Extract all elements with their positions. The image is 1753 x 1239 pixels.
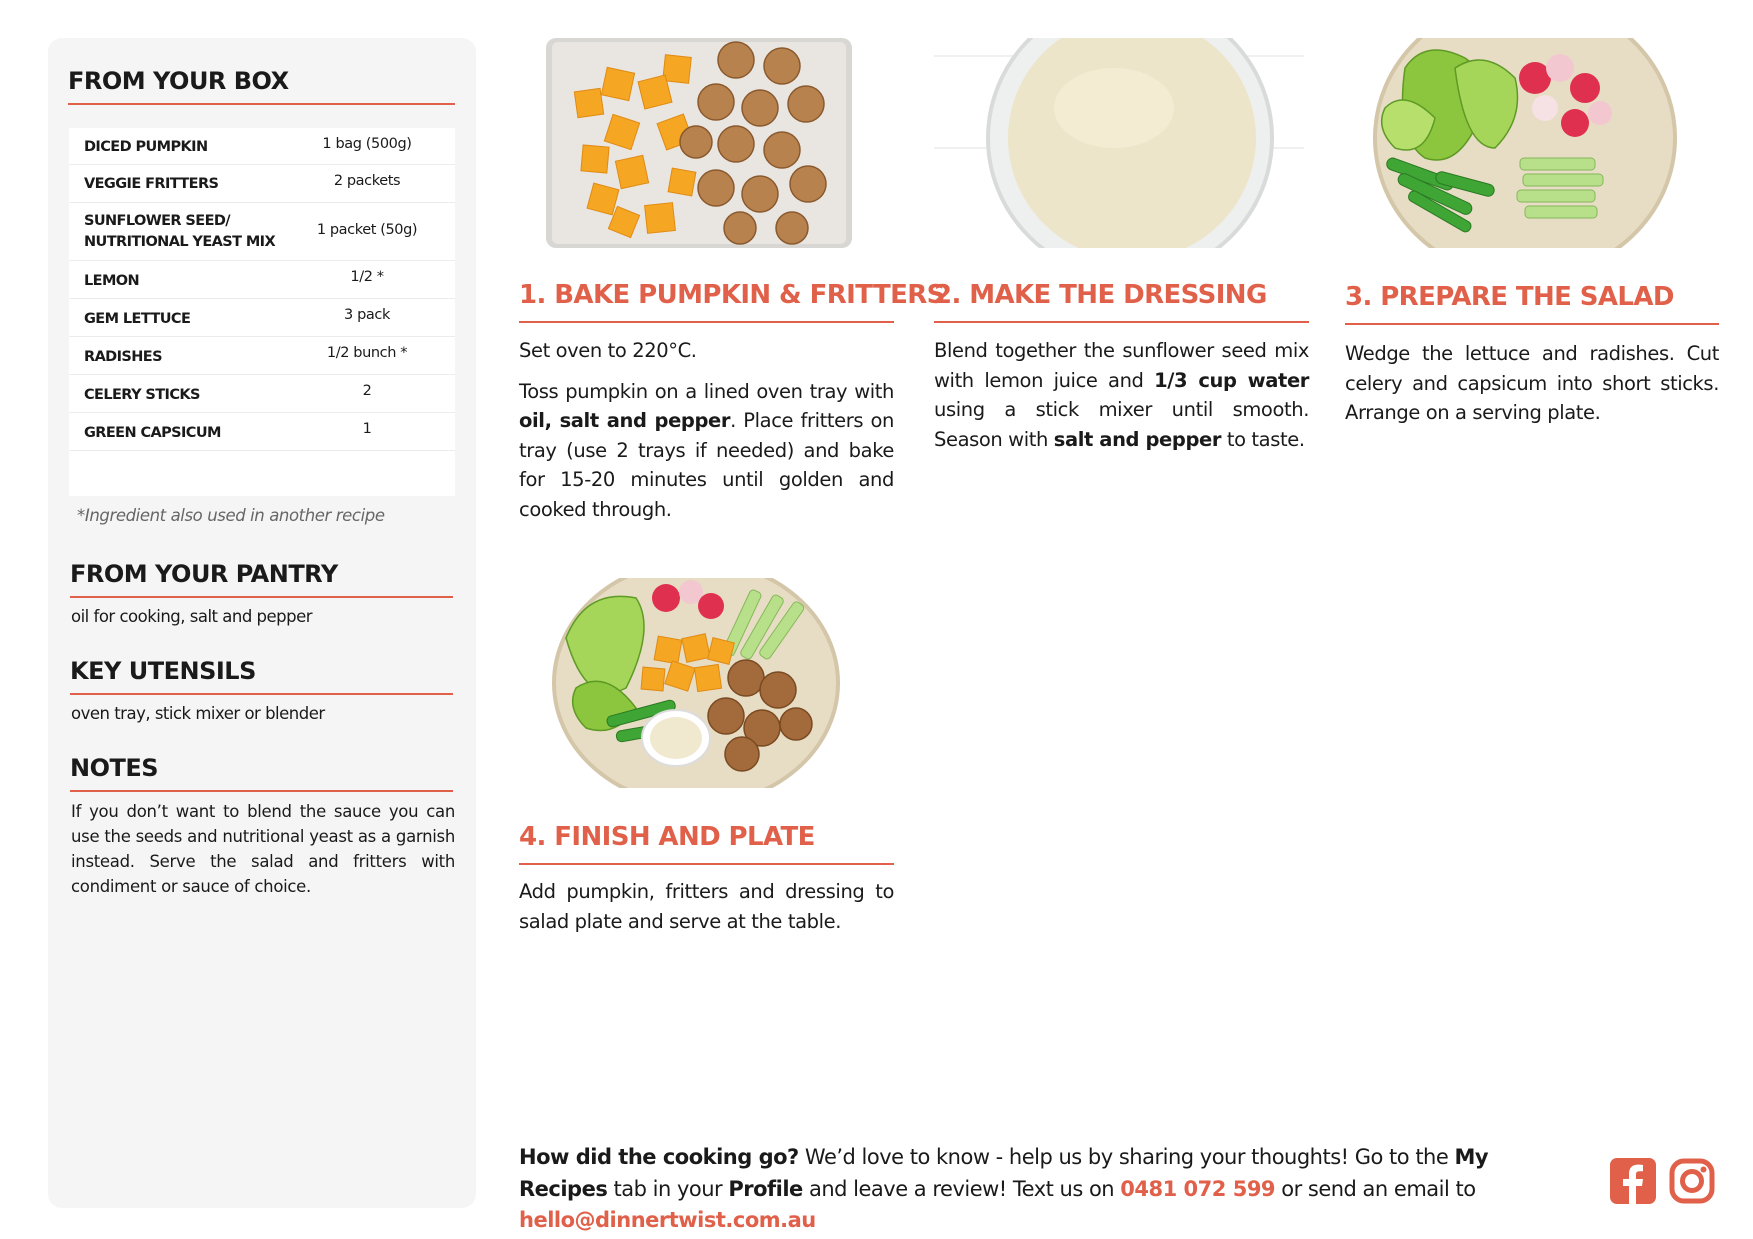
finished-plate-photo: [546, 578, 876, 788]
table-row: [69, 413, 455, 451]
utensils-text: oven tray, stick mixer or blender: [71, 704, 325, 723]
ingredient-name-line: NUTRITIONAL YEAST MIX: [84, 234, 276, 250]
step-1-instructions: [519, 336, 894, 524]
ingredient-footnote: *Ingredient also used in another recipe: [77, 506, 385, 525]
table-row: [69, 128, 455, 165]
table-row: [69, 203, 455, 261]
pantry-text: oil for cooking, salt and pepper: [71, 607, 313, 626]
table-row: [69, 261, 455, 299]
box-heading: FROM YOUR BOX: [68, 67, 289, 95]
facebook-icon[interactable]: [1610, 1158, 1656, 1204]
profile-label: Profile: [728, 1176, 803, 1201]
ingredient-quantity: 3 pack: [344, 307, 390, 323]
ingredient-name: VEGGIE FRITTERS: [84, 176, 219, 192]
table-row: [69, 165, 455, 203]
ingredient-name: GEM LETTUCE: [84, 311, 191, 327]
step-2-paragraph: Blend together the sunflower seed mix with lemon juice and 1/3 cup water using a stick mixer until smooth. Season with salt and pepper to taste.: [934, 339, 1309, 451]
ingredient-table: [69, 128, 455, 496]
step-3-rule: [1345, 323, 1719, 325]
step-1-paragraph: Toss pumpkin on a lined oven tray with oil, salt and pepper. Place fritters on tray (use 2 trays if needed) and bake for 15-20 minutes until golden and cooked through.: [519, 379, 894, 521]
step-1-rule: [519, 321, 894, 323]
ingredient-quantity: 1: [362, 421, 372, 437]
utensils-heading-rule: [70, 693, 453, 695]
notes-heading-rule: [70, 790, 453, 792]
ingredient-name: RADISHES: [84, 349, 162, 365]
instagram-icon[interactable]: [1669, 1158, 1715, 1204]
ingredient-name: [84, 211, 275, 253]
salad-plate-photo: [1345, 38, 1715, 248]
step-3-title: 3. PREPARE THE SALAD: [1345, 282, 1674, 312]
feedback-question: How did the cooking go?: [519, 1145, 799, 1169]
box-heading-rule: [68, 103, 455, 105]
baking-tray-photo: [546, 38, 852, 248]
step-4-rule: [519, 863, 894, 865]
ingredient-quantity: 1 packet (50g): [316, 222, 418, 238]
step-4-instructions: Add pumpkin, fritters and dressing to salad plate and serve at the table.: [519, 880, 894, 933]
table-row: [69, 337, 455, 375]
table-row: [69, 299, 455, 337]
ingredient-quantity: 1/2 bunch *: [326, 345, 408, 361]
ingredient-name: CELERY STICKS: [84, 387, 200, 403]
phone-link[interactable]: 0481 072 599: [1120, 1176, 1276, 1201]
utensils-heading: KEY UTENSILS: [70, 657, 256, 685]
pantry-heading-rule: [70, 596, 453, 598]
ingredient-quantity: 2: [362, 383, 372, 399]
ingredient-name-line: SUNFLOWER SEED/: [84, 213, 231, 229]
step-2-title: 2. MAKE THE DRESSING: [934, 280, 1267, 310]
notes-heading: NOTES: [70, 754, 159, 782]
ingredient-name: LEMON: [84, 273, 140, 289]
dressing-bowl-photo: [934, 38, 1304, 248]
step-2-rule: [934, 321, 1309, 323]
ingredient-quantity: 2 packets: [333, 173, 401, 189]
email-link[interactable]: hello@dinnertwist.com.au: [519, 1208, 816, 1232]
step-2-instructions: [934, 336, 1309, 454]
feedback-message: How did the cooking go? We’d love to know - help us by sharing your thoughts! Go to the My Recipes tab in your Profile and leave a review! Text us on 0481 072 599 or send an email to hello@dinnertwist.com.au: [519, 1145, 1489, 1232]
step-1-title: 1. BAKE PUMPKIN & FRITTERS: [519, 280, 945, 310]
ingredient-quantity: 1 bag (500g): [322, 136, 412, 152]
step-4-title: 4. FINISH AND PLATE: [519, 822, 815, 852]
ingredient-name: GREEN CAPSICUM: [84, 425, 221, 441]
pantry-heading: FROM YOUR PANTRY: [70, 560, 338, 588]
step-1-paragraph: Set oven to 220°C.: [519, 339, 697, 362]
table-row: [69, 375, 455, 413]
ingredient-quantity: 1/2 *: [350, 269, 384, 285]
notes-text: If you don’t want to blend the sauce you can use the seeds and nutritional yeast as a garnish instead. Serve the salad and fritters with condiment or sauce of choice.: [71, 802, 455, 896]
step-3-instructions: Wedge the lettuce and radishes. Cut celery and capsicum into short sticks. Arrange on a serving plate.: [1345, 342, 1719, 424]
my-recipes-label: My Recipes: [519, 1145, 1489, 1201]
ingredient-name: DICED PUMPKIN: [84, 139, 208, 155]
